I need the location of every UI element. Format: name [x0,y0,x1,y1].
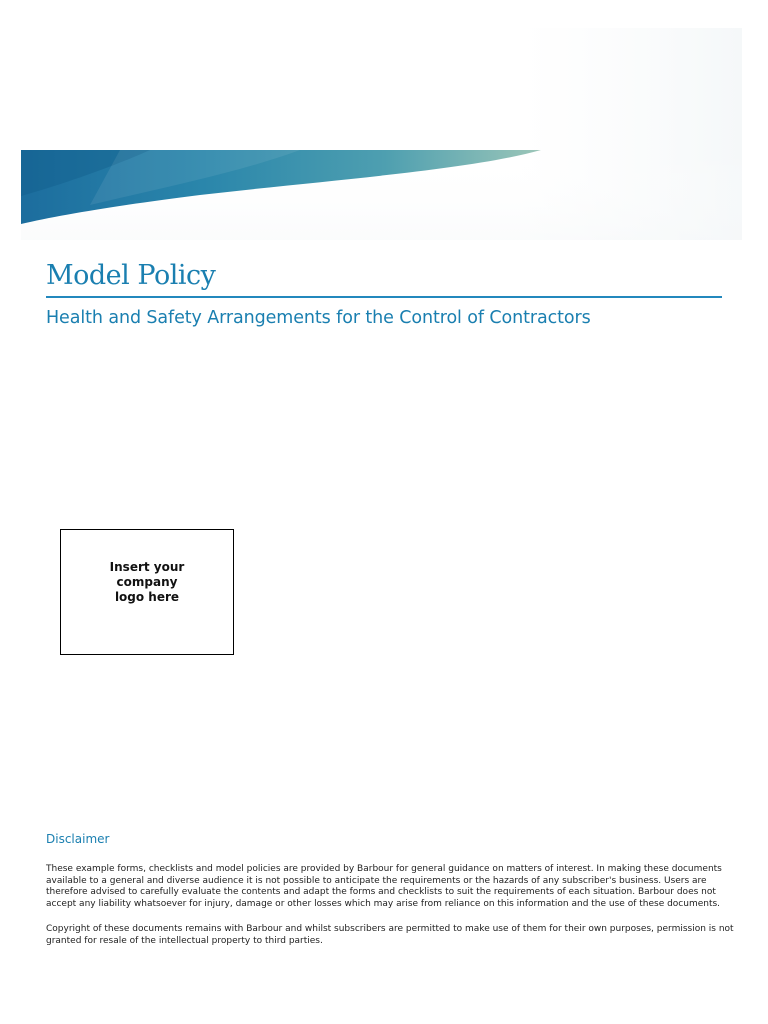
header-banner [0,0,768,250]
title-divider [46,296,722,298]
disclaimer-heading: Disclaimer [46,832,110,846]
logo-placeholder-box [60,529,234,655]
disclaimer-paragraph: These example forms, checklists and model policies are provided by Barbour for general guidance on matters of interest. In making these documents available to a general and diverse audience it is not possible to anticipate the requirements or the hazards of any subscriber's business. Users are therefore advised to carefully evaluate the contents and adapt the forms and checklists to suit the requirements of each situation. Barbour does not accept any liability whatsoever for injury, damage or other losses which may arise from reliance on this information and the use of these documents. [46,864,722,909]
logo-placeholder-text: Insert your company logo here [109,560,185,604]
page-subtitle: Health and Safety Arrangements for the Control of Contractors [46,308,591,328]
copyright-paragraph: Copyright of these documents remains with Barbour and whilst subscribers are permitted to make use of them for their own purposes, permission is not granted for resale of the intellectual property to third parties. [46,924,734,946]
page-title: Model Policy [46,260,216,291]
